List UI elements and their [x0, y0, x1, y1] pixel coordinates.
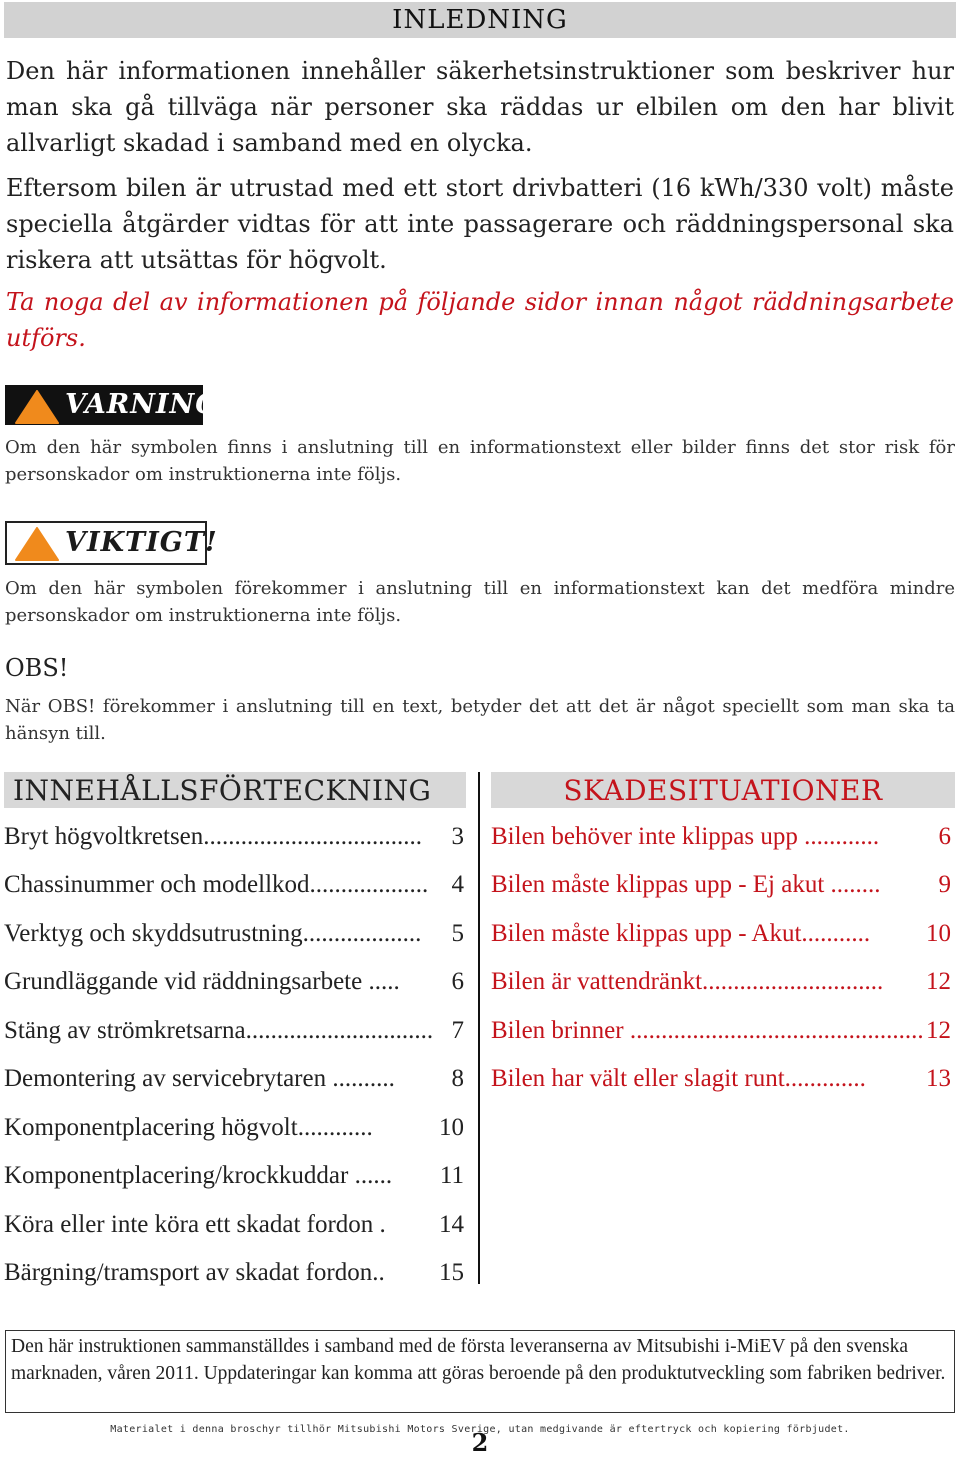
- toc-title: INNEHÅLLSFÖRTECKNING: [13, 774, 432, 807]
- situation-item-page: 13: [926, 1065, 951, 1092]
- footer-note: Den här instruktionen sammanställdes i samband med de första leveranserna av Mitsubishi i-MiEV på den svenska marknaden, våren 2011. Uppdateringar kan komma att göras beroende på den produktutveckling som fabriken bedriver.: [11, 1336, 946, 1384]
- copyright-notice: Materialet i denna broschyr tillhör Mitsubishi Motors Sverige, utan medgivande är eftertryck och kopiering förbjudet.: [110, 1424, 850, 1435]
- toc-item-label: Komponentplacering högvolt............: [4, 1114, 373, 1141]
- situation-item-label: Bilen måste klippas upp - Akut...........: [491, 920, 871, 947]
- toc-item-page: 11: [439, 1162, 464, 1189]
- obs-description: När OBS! förekommer i anslutning till en text, betyder det att det är något speciellt som man ska ta hänsyn till.: [5, 696, 955, 744]
- intro-emphasis-paragraph: Ta noga del av informationen på följande sidor innan något räddningsarbete utförs.: [6, 288, 954, 352]
- situation-item-page: 9: [938, 871, 951, 898]
- important-description: Om den här symbolen förekommer i anslutning till en informationstext kan det medföra mindre personskador om instruktionerna inte följs.: [5, 578, 955, 626]
- toc-item-label: Chassinummer och modellkod...................: [4, 871, 429, 898]
- toc-item-page: 7: [451, 1017, 464, 1044]
- toc-item-label: Bryt högvoltkretsen...................................: [4, 823, 423, 850]
- toc-item-page: 5: [451, 920, 464, 947]
- toc-item-page: 10: [439, 1114, 464, 1141]
- toc-item-page: 6: [451, 968, 464, 995]
- important-sign: [5, 521, 218, 565]
- toc-item-label: Bärgning/tramsport av skadat fordon..: [4, 1259, 385, 1286]
- page-number: 2: [471, 1428, 489, 1457]
- warning-triangle-icon: [15, 527, 59, 561]
- toc-item-label: Komponentplacering/krockkuddar ......: [4, 1162, 393, 1189]
- situation-item-label: Bilen behöver inte klippas upp ............: [491, 823, 880, 850]
- toc-item-page: 3: [451, 823, 464, 850]
- important-label: VIKTIGT!: [65, 527, 218, 558]
- situation-item-page: 12: [926, 968, 951, 995]
- warning-label: VARNING!: [65, 389, 233, 420]
- situations-title: SKADESITUATIONER: [563, 774, 883, 807]
- warning-sign: [5, 385, 233, 425]
- footer-note-box: [5, 1330, 955, 1413]
- toc-item-label: Köra eller inte köra ett skadat fordon .: [4, 1211, 386, 1238]
- toc-item-label: Stäng av strömkretsarna..............................: [4, 1017, 434, 1044]
- toc-item-label: Grundläggande vid räddningsarbete .....: [4, 968, 400, 995]
- warning-triangle-icon: [15, 390, 59, 424]
- intro-paragraph-1: Den här informationen innehåller säkerhetsinstruktioner som beskriver hur man ska gå tillväga när personer ska räddas ur elbilen om den har blivit allvarligt skadad i samband med en olycka.: [6, 57, 954, 157]
- situation-item-label: Bilen är vattendränkt.............................: [491, 968, 884, 995]
- toc-item-page: 15: [439, 1259, 464, 1286]
- situations-header: [491, 772, 955, 808]
- situation-item-page: 6: [938, 823, 951, 850]
- situation-item-page: 10: [926, 920, 951, 947]
- column-divider: [478, 772, 480, 1284]
- section-header-banner: [4, 2, 956, 38]
- toc-header: [4, 772, 466, 808]
- toc-item-page: 14: [439, 1211, 464, 1238]
- toc-item-page: 8: [451, 1065, 464, 1092]
- situation-item-label: Bilen måste klippas upp - Ej akut ........: [491, 871, 881, 898]
- situation-item-label: Bilen brinner ...............................................: [491, 1017, 924, 1044]
- situation-item-label: Bilen har vält eller slagit runt.............: [491, 1065, 866, 1092]
- toc-item-label: Demontering av servicebrytaren ..........: [4, 1065, 395, 1092]
- section-title: INLEDNING: [392, 5, 568, 35]
- intro-paragraph-2: Eftersom bilen är utrustad med ett stort drivbatteri (16 kWh/330 volt) måste speciella åtgärder vidtas för att inte passagerare och räddningspersonal ska riskera att utsättas för högvolt.: [6, 174, 954, 274]
- obs-heading: OBS!: [5, 654, 69, 682]
- toc-item-page: 4: [451, 871, 464, 898]
- toc-item-label: Verktyg och skyddsutrustning...................: [4, 920, 422, 947]
- warning-description: Om den här symbolen finns i anslutning till en informationstext eller bilder finns det stor risk för personskador om instruktionerna inte följs.: [5, 437, 955, 485]
- situation-item-page: 12: [926, 1017, 951, 1044]
